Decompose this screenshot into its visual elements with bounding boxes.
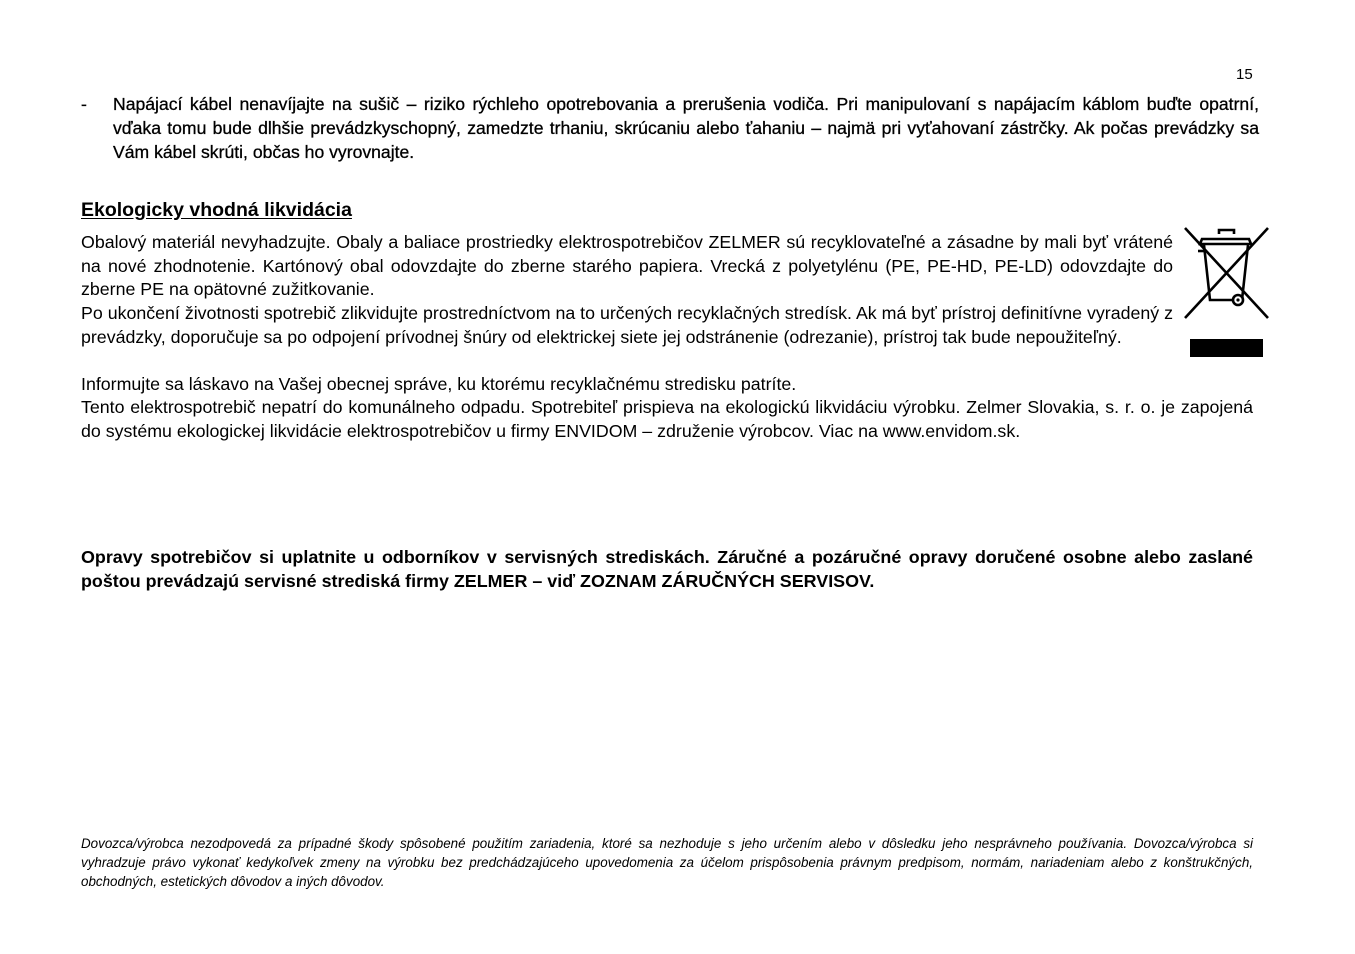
municipal-info-paragraph: Informujte sa láskavo na Vašej obecnej správe, ku ktorému recyklačnému stredisku patríte. <box>81 374 797 394</box>
crossed-out-wheelie-bin-icon <box>1182 225 1270 359</box>
page-number: 15 <box>1236 66 1253 83</box>
disposal-title: Ekologicky vhodná likvidácia <box>81 199 352 221</box>
service-note: Opravy spotrebičov si uplatnite u odborníkov v servisných strediskách. Záručné a pozáručné opravy doručené osobne alebo zaslané poštou prevádzajú servisné strediská firmy ZELMER – viď ZOZNAM ZÁRUČNÝCH SERVISOV. <box>81 547 1253 591</box>
packaging-paragraph: Obalový materiál nevyhadzujte. Obaly a baliace prostriedky elektrospotrebičov ZELMER sú recyklovateľné a zásadne by mali byť vrátené na nové zhodnotenie. Kartónový obal odovzdajte do zberne starého papiera. Vrecká z polyetylénu (PE, PE-HD, PE-LD) odovzdajte do zberne PE na opätovné zužitkovanie. <box>81 232 1173 299</box>
cable-warning-text: Napájací kábel nenavíjajte na sušič – riziko rýchleho opotrebovania a prerušenia vodiča. Pri manipulovaní s napájacím káblom buďte opatrní, vďaka tomu bude dlhšie prevádzkyschopný, zamedzte trhaniu, skrúcaniu alebo ťahaniu – najmä pri vyťahovaní zástrčky. Ak počas prevádzky sa Vám kábel skrúti, občas ho vyrovnajte. <box>113 94 1259 162</box>
envidom-paragraph: Tento elektrospotrebič nepatrí do komunálneho odpadu. Spotrebiteľ prispieva na ekologickú likvidáciu výrobku. Zelmer Slovakia, s. r. o. je zapojená do systému ekologickej likvidácie elektrospotrebičov u firmy ENVIDOM – združenie výrobcov. Viac na www.envidom.sk. <box>81 397 1253 441</box>
end-of-life-paragraph: Po ukončení životnosti spotrebič zlikvidujte prostredníctvom na to určených recyklačných stredísk. Ak má byť prístroj definitívne vyradený z prevádzky, doporučuje sa po odpojení prívodnej šnúry od elektrickej siete jej odstránenie (odrezanie), prístroj tak bude nepoužiteľný. <box>81 303 1173 347</box>
cable-warning <box>81 92 1259 164</box>
bullet-dash: - <box>81 94 87 114</box>
disclaimer: Dovozca/výrobca nezodpovedá za prípadné škody spôsobené použitím zariadenia, ktoré sa nezhoduje s jeho určením alebo v dôsledku jeho nesprávneho používania. Dovozca/výrobca si vyhradzuje právo vykonať kedykoľvek zmeny na výrobku bez predchádzajúceho upovedomenia za účelom prispôsobenia právnym predpisom, normám, nariadeniam alebo z konštrukčných, obchodných, estetických dôvodov a iných dôvodov. <box>81 836 1253 889</box>
